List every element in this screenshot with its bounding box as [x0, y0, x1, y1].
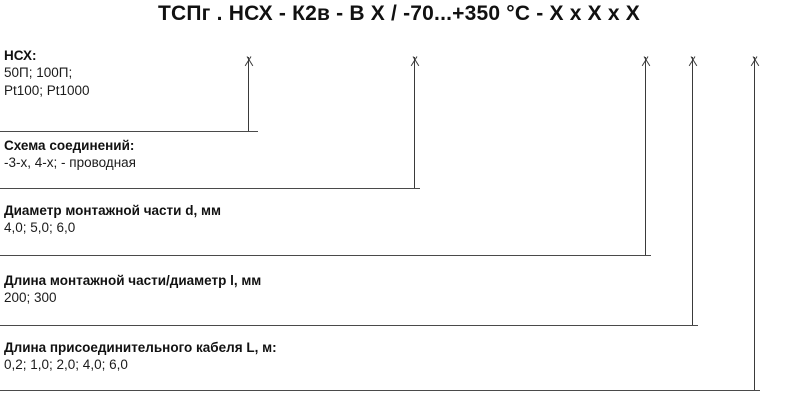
- legend-heading: Диаметр монтажной части d, мм: [4, 203, 221, 218]
- leader-line-3-vertical: [645, 57, 646, 255]
- arrow-head-5: [747, 50, 763, 63]
- legend-value-line: 0,2; 1,0; 2,0; 4,0; 6,0: [4, 357, 128, 372]
- legend-item-cable-length: [4, 340, 277, 373]
- arrow-head-1: [241, 50, 257, 63]
- legend-item-mounting-length: [4, 273, 261, 306]
- legend-value-line: 200; 300: [4, 290, 57, 305]
- arrow-head-4: [685, 50, 701, 63]
- legend-value-line: 50П; 100П;: [4, 65, 73, 80]
- legend-value-line: Pt100; Pt1000: [4, 83, 90, 98]
- legend-heading: Длина присоединительного кабеля L, м:: [4, 340, 277, 355]
- designation-code-title: ТСПг . НСХ - К2в - В X / -70...+350 °C - X x X x X: [157, 2, 641, 25]
- leader-line-4-vertical: [692, 57, 693, 325]
- legend-heading: Схема соединений:: [4, 138, 135, 153]
- separator-rule-2: [0, 188, 420, 189]
- legend-item-mounting-diameter: [4, 203, 221, 236]
- leader-line-1-vertical: [248, 57, 249, 131]
- arrow-head-3: [638, 50, 654, 63]
- legend-value-line: 4,0; 5,0; 6,0: [4, 220, 76, 235]
- separator-rule-4: [0, 325, 698, 326]
- leader-line-2-vertical: [414, 57, 415, 188]
- leader-line-5-vertical: [754, 57, 755, 390]
- legend-heading: НСХ:: [4, 48, 37, 63]
- separator-rule-3: [0, 255, 651, 256]
- arrow-head-2: [407, 50, 423, 63]
- legend-item-connection-scheme: [4, 138, 136, 171]
- separator-rule-5: [0, 390, 760, 391]
- legend-heading: Длина монтажной части/диаметр l, мм: [4, 273, 262, 288]
- separator-rule-1: [0, 131, 258, 132]
- legend-item-nsx: [4, 48, 90, 100]
- legend-value-line: -3-х, 4-х; - проводная: [4, 155, 136, 170]
